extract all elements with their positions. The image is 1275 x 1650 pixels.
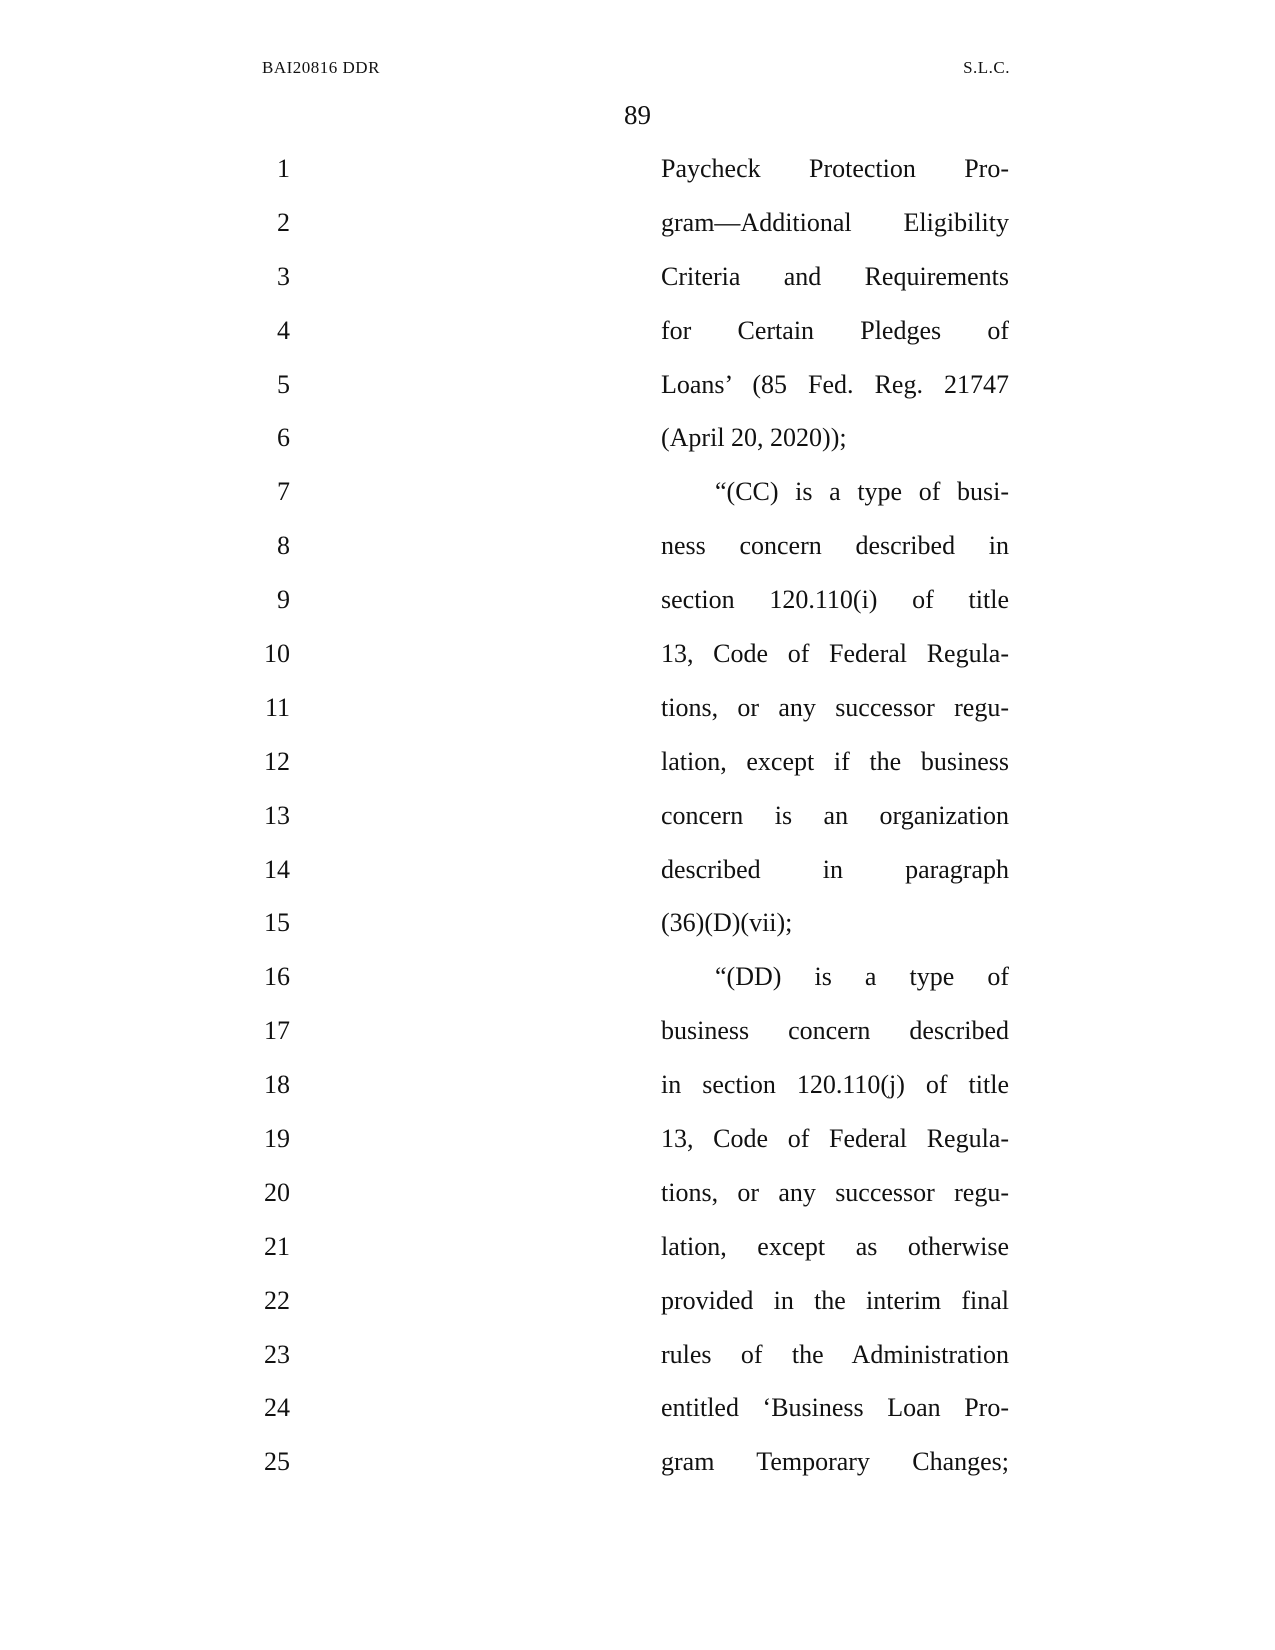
text-line (0, 1381, 1275, 1435)
text-line (0, 519, 1275, 573)
text-line (0, 250, 1275, 304)
line-text: entitled ‘Business Loan Pro- (661, 1393, 1009, 1423)
line-number: 1 (277, 154, 290, 183)
text-line (0, 1058, 1275, 1112)
line-number: 6 (277, 423, 290, 453)
line-text: Criteria and Requirements (661, 261, 1009, 291)
line-text: (36)(D)(vii); (661, 908, 793, 938)
line-text: gram—Additional Eligibility (661, 207, 1009, 237)
line-number: 16 (264, 962, 290, 992)
line-text: in section 120.110(j) of title (661, 1070, 1009, 1100)
line-text: “(DD) is a type of (715, 962, 1009, 992)
line-number: 4 (277, 315, 290, 345)
line-text: ness concern described in (661, 531, 1009, 561)
line-text: rules of the Administration (661, 1339, 1009, 1369)
line-number: 11 (264, 692, 290, 722)
text-line (0, 950, 1275, 1004)
line-text: concern is an organization (661, 800, 1009, 830)
text-line (0, 1328, 1275, 1382)
line-number: 21 (264, 1231, 290, 1261)
line-number: 17 (264, 1016, 290, 1046)
line-number: 8 (277, 531, 290, 561)
text-line (0, 681, 1275, 735)
text-line (0, 843, 1275, 897)
text-line (0, 358, 1275, 412)
line-number: 19 (264, 1124, 290, 1154)
numbered-text-lines (0, 142, 1275, 1489)
line-number: 20 (264, 1177, 290, 1207)
line-number: 14 (264, 854, 290, 884)
text-line (0, 1220, 1275, 1274)
line-text: described in paragraph (661, 854, 1009, 884)
line-text: tions, or any successor regu- (661, 1177, 1009, 1207)
line-text: business concern described (661, 1016, 1009, 1046)
line-number: 22 (264, 1285, 290, 1315)
line-text: section 120.110(i) of title (661, 585, 1009, 615)
text-line (0, 896, 1275, 950)
document-code: S.L.C. (963, 58, 1010, 77)
line-number: 25 (264, 1447, 290, 1477)
document-id: BAI20816 DDR (262, 58, 380, 77)
line-number: 3 (277, 261, 290, 291)
line-number: 10 (264, 639, 290, 669)
text-line (0, 1004, 1275, 1058)
text-line (0, 142, 1275, 196)
text-line (0, 1112, 1275, 1166)
line-text: provided in the interim final (661, 1285, 1009, 1315)
line-number: 18 (264, 1070, 290, 1100)
text-line (0, 1166, 1275, 1220)
line-text: Paycheck Protection Pro- (661, 154, 1009, 183)
line-number: 9 (277, 585, 290, 615)
line-text: gram Temporary Changes; (661, 1447, 1009, 1477)
line-text: tions, or any successor regu- (661, 692, 1009, 722)
text-line (0, 1435, 1275, 1489)
line-text: lation, except as otherwise (661, 1231, 1009, 1261)
line-text: lation, except if the business (661, 746, 1009, 776)
line-text: (April 20, 2020)); (661, 423, 847, 453)
line-text: 13, Code of Federal Regula- (661, 639, 1009, 669)
text-line (0, 304, 1275, 358)
text-line (0, 627, 1275, 681)
line-text: for Certain Pledges of (661, 315, 1009, 345)
text-line (0, 411, 1275, 465)
line-text: Loans’ (85 Fed. Reg. 21747 (661, 369, 1009, 399)
text-line (0, 573, 1275, 627)
text-line (0, 465, 1275, 519)
text-line (0, 196, 1275, 250)
text-line (0, 1274, 1275, 1328)
line-number: 13 (264, 800, 290, 830)
text-line (0, 735, 1275, 789)
line-number: 24 (264, 1393, 290, 1423)
line-number: 12 (264, 746, 290, 776)
line-number: 2 (277, 207, 290, 237)
line-number: 15 (264, 908, 290, 938)
line-text: “(CC) is a type of busi- (715, 477, 1009, 507)
line-text: 13, Code of Federal Regula- (661, 1124, 1009, 1154)
text-line (0, 789, 1275, 843)
line-number: 7 (277, 477, 290, 507)
line-number: 23 (264, 1339, 290, 1369)
page-number: 89 (624, 100, 651, 130)
line-number: 5 (277, 369, 290, 399)
